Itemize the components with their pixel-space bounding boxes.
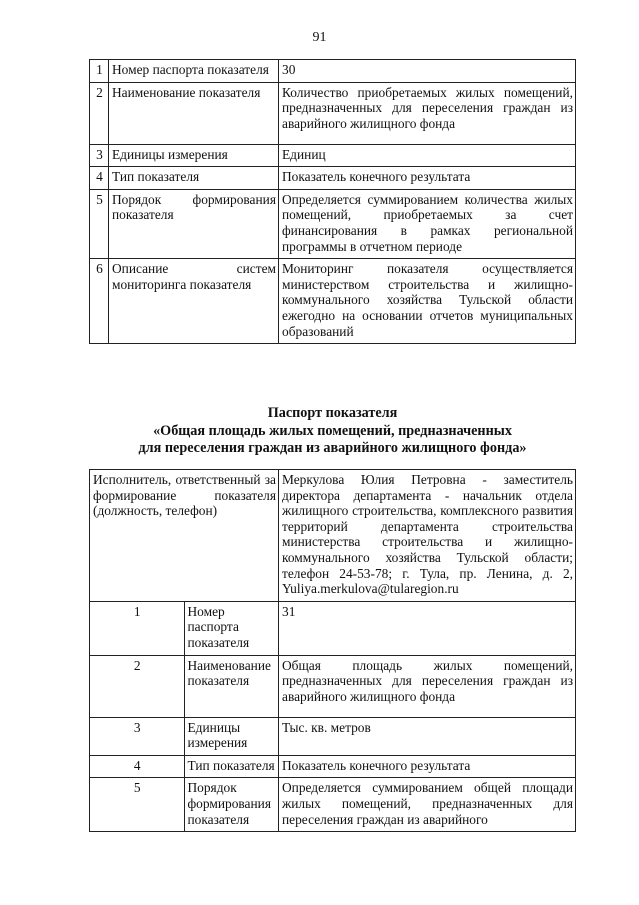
table-row xyxy=(90,144,576,167)
passport-title-line: «Общая площадь жилых помещений, предназначенных xyxy=(153,422,512,439)
table-row xyxy=(90,655,576,717)
row-label: Номер паспорта показателя xyxy=(184,601,279,655)
row-value: Определяется суммированием общей площади жилых помещений, предназначенных для переселения граждан из аварийного xyxy=(279,778,576,832)
row-value: 30 xyxy=(279,60,576,83)
row-label: Единицы измерения xyxy=(184,717,279,755)
passport-title-line: Паспорт показателя xyxy=(267,405,398,421)
executor-label: Исполнитель, ответственный за формирование показателя (должность, телефон) xyxy=(90,470,279,602)
table-row xyxy=(90,189,576,258)
row-number: 6 xyxy=(90,259,109,344)
row-number: 5 xyxy=(90,778,185,832)
row-value: Единиц xyxy=(279,144,576,167)
executor-value: Меркулова Юлия Петровна - заместитель директора департамента - начальник отдела жилищного строительства, комплексного развития территорий департамента строительства министерства строительства и жилищно-коммунального хозяйства Тульской области; телефон 24-53-78; г. Тула, пр. Ленина, д. 2, Yuliya.merkulova@tularegion.ru xyxy=(279,470,576,602)
row-label: Наименование показателя xyxy=(184,655,279,717)
row-number: 4 xyxy=(90,755,185,778)
table-row xyxy=(90,82,576,144)
row-label: Описание систем мониторинга показателя xyxy=(109,259,279,344)
executor-row xyxy=(90,470,576,602)
passport-title-line: для переселения граждан из аварийного жилищного фонда» xyxy=(138,440,527,456)
row-number: 1 xyxy=(90,601,185,655)
row-value: Показатель конечного результата xyxy=(279,755,576,778)
indicator-table-31 xyxy=(89,469,576,832)
row-number: 2 xyxy=(90,655,185,717)
table-row xyxy=(90,167,576,190)
row-label: Порядок формирования показателя xyxy=(184,778,279,832)
table-row xyxy=(90,60,576,83)
passport-title xyxy=(89,405,576,458)
row-value: Общая площадь жилых помещений, предназначенных для переселения граждан из аварийного жилищного фонда xyxy=(279,655,576,717)
indicator-table-30 xyxy=(89,59,576,344)
row-label: Порядок формирования показателя xyxy=(109,189,279,258)
row-number: 5 xyxy=(90,189,109,258)
row-value: Мониторинг показателя осуществляется министерством строительства и жилищно-коммунального хозяйства Тульской области ежегодно на основании отчетов муниципальных образований xyxy=(279,259,576,344)
row-number: 3 xyxy=(90,717,185,755)
row-label: Тип показателя xyxy=(184,755,279,778)
table-row xyxy=(90,601,576,655)
row-number: 4 xyxy=(90,167,109,190)
row-label: Единицы измерения xyxy=(109,144,279,167)
table-row xyxy=(90,717,576,755)
row-label: Тип показателя xyxy=(109,167,279,190)
row-value: Показатель конечного результата xyxy=(279,167,576,190)
row-value: Тыс. кв. метров xyxy=(279,717,576,755)
table-row xyxy=(90,259,576,344)
table-row xyxy=(90,755,576,778)
page-number: 91 xyxy=(312,30,327,45)
row-value: Определяется суммированием количества жилых помещений, приобретаемых за счет финансирования в рамках региональной программы в отчетном периоде xyxy=(279,189,576,258)
row-label: Наименование показателя xyxy=(109,82,279,144)
row-label: Номер паспорта показателя xyxy=(109,60,279,83)
row-number: 2 xyxy=(90,82,109,144)
row-number: 3 xyxy=(90,144,109,167)
row-value: Количество приобретаемых жилых помещений, предназначенных для переселения граждан из аварийного жилищного фонда xyxy=(279,82,576,144)
row-number: 1 xyxy=(90,60,109,83)
row-value: 31 xyxy=(279,601,576,655)
table-row xyxy=(90,778,576,832)
